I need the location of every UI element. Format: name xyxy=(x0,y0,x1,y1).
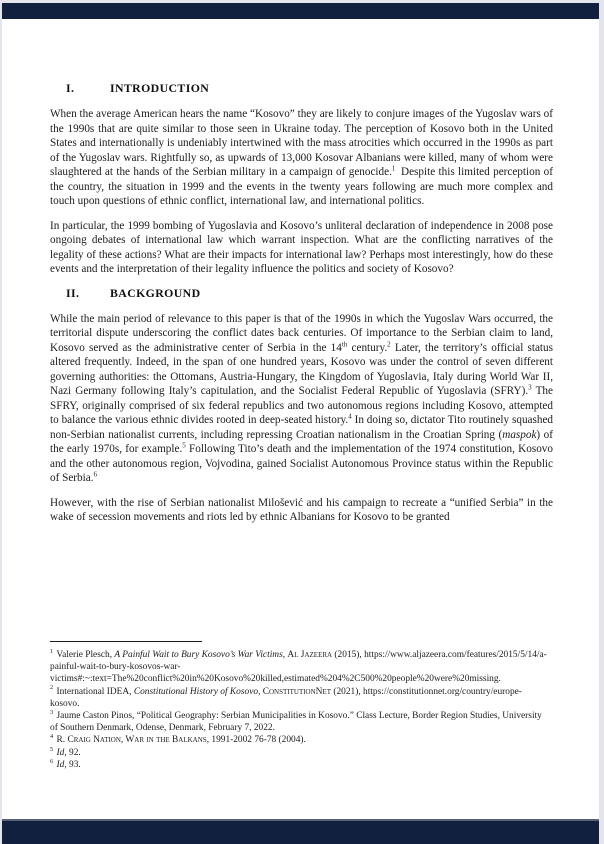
text-run: While the main period of relevance to this paper is that of the 1990s in which the Yugoslav Wars occurred, the territorial dispute underscoring the conflict dates back centuries. Of importance to the Serbian claim to land, Kosovo served as the administrative center of Serbia in the 14 xyxy=(50,312,553,354)
footnote xyxy=(50,649,547,686)
text-run: International IDEA, xyxy=(56,686,134,697)
footnote-region xyxy=(50,641,547,771)
text-run: century. xyxy=(347,341,388,354)
text-run: , xyxy=(282,650,288,660)
top-band xyxy=(2,3,599,19)
paragraph xyxy=(50,496,553,525)
section-number: II. xyxy=(66,285,80,300)
footnote-marker: 4 xyxy=(50,733,54,741)
paragraph xyxy=(50,312,553,486)
section-number: I. xyxy=(66,81,75,95)
footnote-ref: 3 xyxy=(528,383,532,392)
text-run: When the average American hears the name “Kosovo” they are likely to conjure images of the Yugoslav wars of the 1990s that are quite similar to those seen in Ukraine today. The perception of Kosovo both in the United States and internationally is undeniably intertwined with the mass atrocities which occurred in the 1990s as part of the Yugoslav wars. Rightfully so, as upwards of 13,000 Kosovar Albanians were killed, many of whom were slaughtered at the hands of the Serbian military in a campaign of genocide. xyxy=(50,108,553,178)
text-run: Id xyxy=(56,759,65,770)
text-run: maspok xyxy=(502,428,537,441)
text-run: Following Tito’s death and the implementation of the 1974 constitution, Kosovo and the other autonomous region, Vojvodina, gained Socialist Autonomous Province status within the Republic of Serbia. xyxy=(50,443,553,484)
text-run: Id xyxy=(56,747,65,758)
footnote-ref: 2 xyxy=(387,339,391,348)
footnote-marker: 3 xyxy=(50,708,54,716)
footnote-ref: th xyxy=(341,339,348,348)
text-run: Al Jazeera xyxy=(287,650,333,660)
section-title: BACKGROUND xyxy=(110,285,201,300)
document-body xyxy=(50,82,553,525)
section-title: INTRODUCTION xyxy=(110,81,210,95)
url-text: https://www.aljazeera.com/features/2015/5/14/a-painful-wait-to-bury-kosovos-war-victims#:~:text=The%20conflict%20in%20Kosovo%20killed,estimated%204%2C500%20people%20were%20missing. xyxy=(50,650,547,685)
footnote-marker: 2 xyxy=(50,684,54,692)
footnote-marker: 1 xyxy=(50,647,54,655)
text-run: ConstitutionNet xyxy=(262,686,331,697)
document-page xyxy=(2,3,599,844)
paragraph xyxy=(50,219,553,277)
footnote-ref: 1 xyxy=(391,164,396,173)
text-run: , 1991-2002 76-78 (2004). xyxy=(206,735,306,746)
text-run: ) of the early 1970s, for example. xyxy=(50,428,553,455)
text-run: In doing so, dictator Tito routinely squashed non-Serbian nationalist currents, including repressing Croatian nationalism in the Croatian Spring ( xyxy=(50,414,554,441)
text-run: (2021), xyxy=(330,686,364,697)
text-run: Despite this limited perception of the country, the situation in 1999 and the events in the twenty years following are much more complex and touch upon questions of ethnic conflict, international law, and international politics. xyxy=(50,166,553,207)
footnote-marker: 6 xyxy=(50,757,54,765)
text-run: R. Craig Nation, War in the Balkans xyxy=(56,735,207,746)
footnote xyxy=(50,710,547,734)
bottom-band xyxy=(2,819,599,844)
url-text: https://constitutionnet.org/country/europe-kosovo. xyxy=(50,686,522,709)
text-run: , xyxy=(258,686,263,697)
text-run: Constitutional History of Kosovo xyxy=(133,686,259,697)
text-run: , 93. xyxy=(64,759,81,770)
text-run: In particular, the 1999 bombing of Yugoslavia and Kosovo’s unliteral declaration of independence in 2008 pose ongoing debates of international law which warrant inspection. What are the conflicting narratives of the legality of these actions? What are their impacts for international law? Perhaps most interestingly, how do these events and the interpretation of their legality influence the politics and society of Kosovo? xyxy=(50,219,553,275)
footnote xyxy=(50,759,547,771)
section-heading xyxy=(66,287,553,300)
text-run: Valerie Plesch, xyxy=(56,650,115,660)
text-run: The SFRY, originally comprised of six federal republics and two autonomous regions including Kosovo, attempted to balance the various ethnic divides rooted in deep-seated history. xyxy=(50,385,553,426)
section-heading xyxy=(66,82,553,95)
footnote-ref: 6 xyxy=(93,470,97,479)
text-run: Jaume Caston Pinos, “Political Geography: Serbian Municipalities in Kosovo.” Class Lecture, Border Region Studies, University of Southern Denmark, Odense, Denmark, February 7, 2022. xyxy=(50,711,542,734)
footnote-separator xyxy=(50,641,202,642)
footnote xyxy=(50,747,547,759)
text-run: A Painful Wait to Bury Kosovo’s War Victims xyxy=(114,650,283,660)
footnote xyxy=(50,686,547,710)
text-run: However, with the rise of Serbian nationalist Milošević and his campaign to recreate a “unified Serbia” in the wake of secession movements and riots led by ethnic Albanians for Kosovo to be granted xyxy=(50,496,553,523)
footnotes xyxy=(50,649,547,771)
footnote xyxy=(50,734,547,746)
text-run: (2015), xyxy=(332,650,365,660)
text-run: Later, the territory’s official status altered frequently. Indeed, in the span of one hundred years, Kosovo was under the control of seven different governing authorities: the Ottomans, Austria-Hungary, the Kingdom of Yugoslavia, Italy during World War II, Nazi Germany following Italy’s capitulation, and the Socialist Federal Republic of Yugoslavia (SFRY). xyxy=(50,341,553,397)
footnote-ref: 5 xyxy=(182,441,186,450)
footnote-marker: 5 xyxy=(50,745,54,753)
text-run: , 92. xyxy=(64,747,81,758)
footnote-ref: 4 xyxy=(348,412,352,421)
paragraph xyxy=(50,107,553,209)
